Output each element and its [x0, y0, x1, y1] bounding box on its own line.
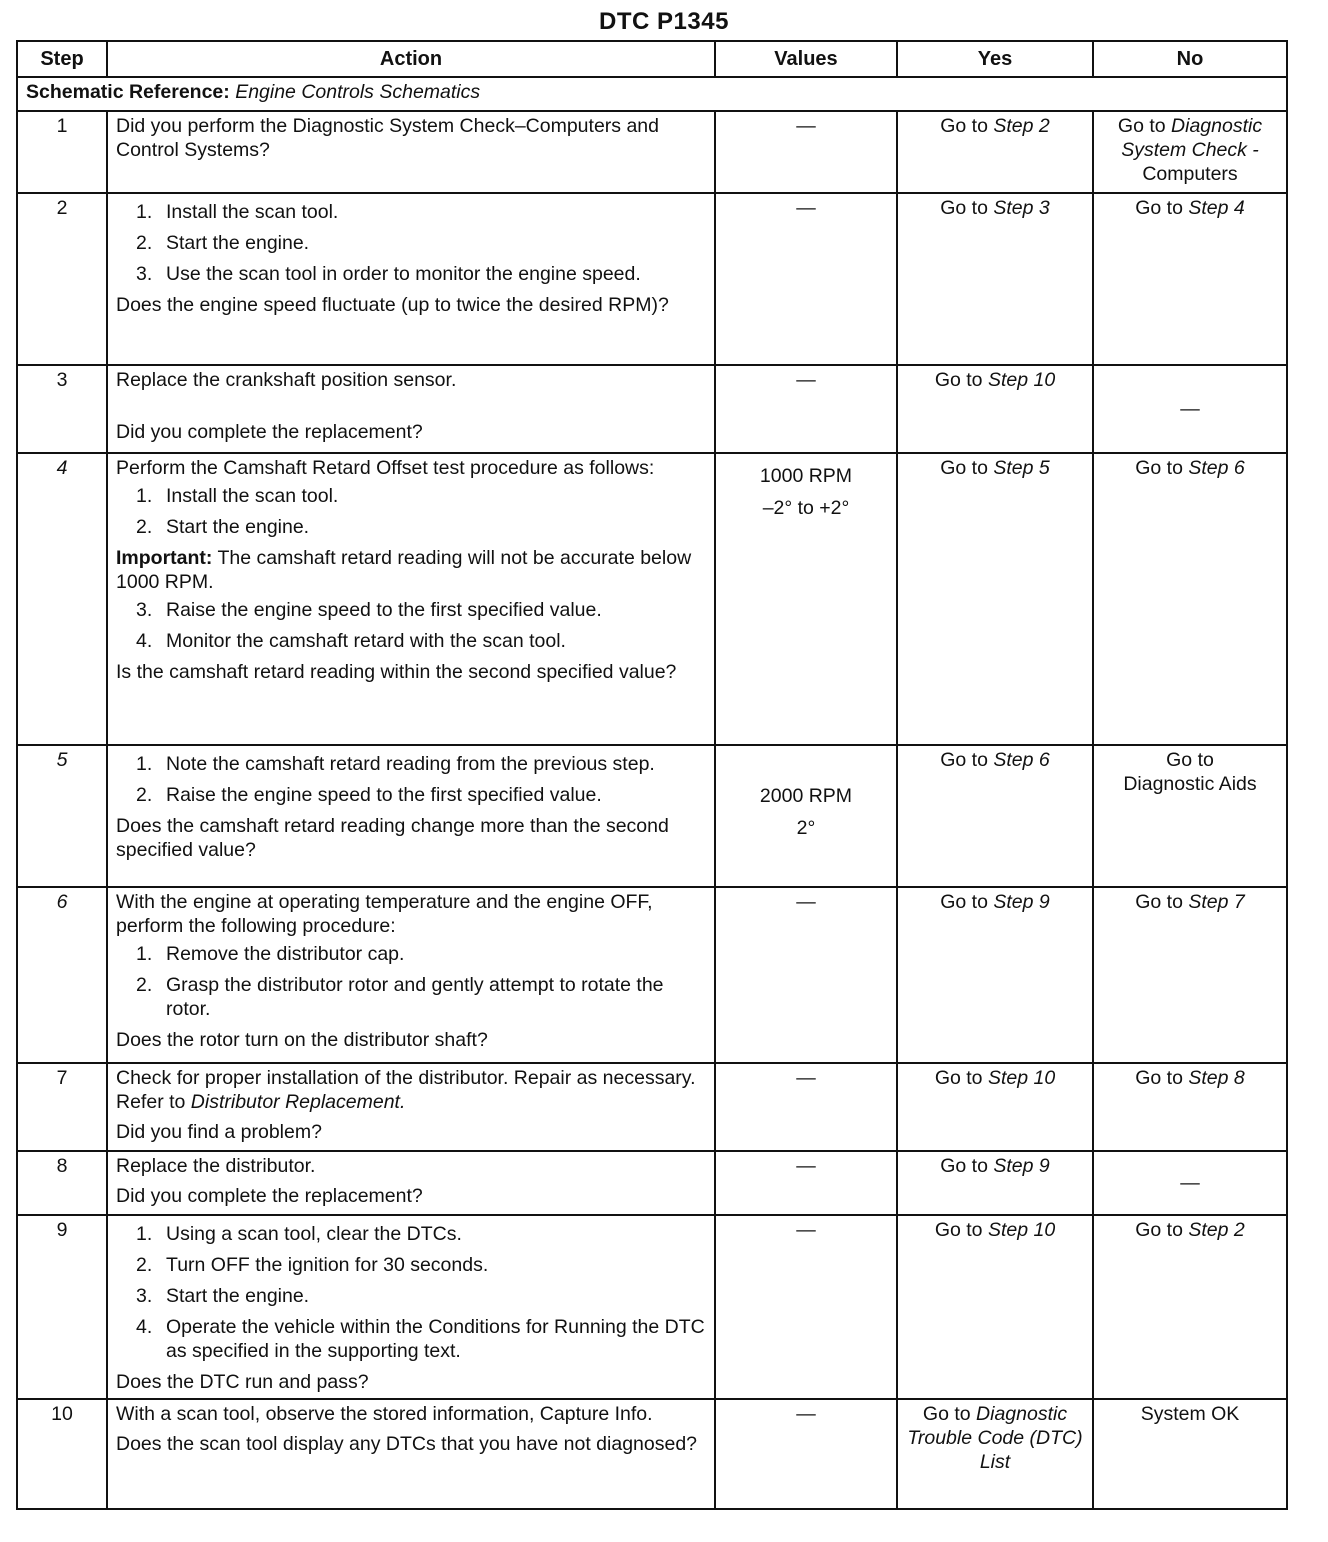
list-item: 1. Remove the distributor cap.: [136, 943, 405, 965]
yes-cell: Go to Step 5: [897, 453, 1093, 745]
action-text: Did you perform the Diagnostic System Check–Computers and Control Systems?: [116, 115, 659, 161]
header-row: [17, 41, 1287, 77]
action-intro: With the engine at operating temperature and the engine OFF, perform the following procedure:: [116, 891, 653, 937]
step-number: 3: [17, 365, 107, 453]
values-cell: —: [715, 365, 897, 453]
table-row: [17, 1063, 1287, 1151]
table-row: [17, 365, 1287, 453]
table-row: [17, 887, 1287, 1063]
procedure-list: [116, 598, 706, 653]
procedure-list: [116, 1222, 706, 1363]
yes-reference: Step 3: [993, 197, 1050, 219]
schematic-row: [17, 77, 1287, 111]
header-values: Values: [715, 41, 897, 77]
yes-reference: Step 5: [993, 457, 1050, 479]
values-cell: —: [715, 887, 897, 1063]
schematic-label: Schematic Reference:: [26, 81, 230, 103]
question-text: Does the scan tool display any DTCs that you have not diagnosed?: [116, 1433, 698, 1455]
table-row: [17, 745, 1287, 887]
important-label: Important:: [116, 547, 213, 569]
values-cell: [715, 453, 897, 745]
action-cell: [107, 453, 715, 745]
question-text: Did you complete the replacement?: [116, 421, 423, 443]
go-to-label: Go to: [940, 115, 988, 137]
step-number: 5: [17, 745, 107, 887]
no-cell: Go to Step 6: [1093, 453, 1287, 745]
important-text: The camshaft retard reading will not be accurate below 1000 RPM.: [116, 547, 692, 593]
page-title: DTC P1345: [599, 8, 729, 35]
procedure-list: [116, 484, 706, 539]
value-second: –2° to +2°: [762, 497, 850, 519]
values-cell: —: [715, 1063, 897, 1151]
no-reference: Diagnostic Aids: [1123, 773, 1257, 795]
list-item: 2. Grasp the distributor rotor and gently attempt to rotate the rotor.: [136, 974, 664, 1020]
no-cell: Go to Step 7: [1093, 887, 1287, 1063]
yes-reference: Step 9: [993, 891, 1050, 913]
question-text: Is the camshaft retard reading within the second specified value?: [116, 661, 677, 683]
no-cell: —: [1093, 365, 1287, 453]
list-item: 2. Turn OFF the ignition for 30 seconds.: [136, 1254, 489, 1276]
action-cell: [107, 193, 715, 365]
step-number: 7: [17, 1063, 107, 1151]
action-intro: Perform the Camshaft Retard Offset test procedure as follows:: [116, 457, 655, 479]
no-cell: Go to Step 2: [1093, 1215, 1287, 1399]
list-item: 4. Monitor the camshaft retard with the scan tool.: [136, 630, 566, 652]
action-cell: [107, 1151, 715, 1215]
yes-cell: Go to Step 6: [897, 745, 1093, 887]
no-cell: [1093, 111, 1287, 193]
action-text: Replace the distributor.: [116, 1155, 316, 1177]
action-cell: [107, 1063, 715, 1151]
table-row: [17, 1399, 1287, 1509]
value-second: 2°: [796, 817, 816, 839]
action-cell: [107, 1215, 715, 1399]
procedure-list: [116, 752, 706, 807]
table-row: [17, 1151, 1287, 1215]
no-reference: Diagnostic System Check -: [1121, 115, 1263, 161]
action-text: Check for proper installation of the distributor. Repair as necessary. Refer to Distributor Replacement.: [116, 1067, 696, 1113]
values-cell: —: [715, 1215, 897, 1399]
action-text: With a scan tool, observe the stored information, Capture Info.: [116, 1403, 653, 1425]
yes-reference: Step 2: [993, 115, 1050, 137]
no-reference: Step 7: [1188, 891, 1245, 913]
header-action: Action: [107, 41, 715, 77]
value-first: 2000 RPM: [759, 785, 853, 807]
no-cell: Go to Step 8: [1093, 1063, 1287, 1151]
list-item: 1. Install the scan tool.: [136, 201, 339, 223]
yes-reference: Step 6: [993, 749, 1050, 771]
yes-reference: Step 10: [987, 369, 1056, 391]
yes-cell: [897, 1399, 1093, 1509]
yes-cell: Go to Step 10: [897, 365, 1093, 453]
yes-reference: Step 9: [993, 1155, 1050, 1177]
question-text: Does the engine speed fluctuate (up to twice the desired RPM)?: [116, 294, 669, 316]
header-step: Step: [17, 41, 107, 77]
values-cell: —: [715, 1151, 897, 1215]
values-cell: —: [715, 111, 897, 193]
step-number: 10: [17, 1399, 107, 1509]
no-reference-tail: Computers: [1142, 163, 1238, 185]
list-item: 2. Raise the engine speed to the first specified value.: [136, 784, 602, 806]
header-no: No: [1093, 41, 1287, 77]
no-cell: —: [1093, 1151, 1287, 1215]
values-cell: [715, 745, 897, 887]
action-text: Replace the crankshaft position sensor.: [116, 369, 457, 391]
go-to-label: Go to: [1117, 115, 1166, 137]
question-text: Does the rotor turn on the distributor shaft?: [116, 1029, 488, 1051]
list-item: 3. Raise the engine speed to the first specified value.: [136, 599, 602, 621]
question-text: Did you find a problem?: [116, 1121, 322, 1143]
reference-link: Distributor Replacement.: [190, 1091, 406, 1113]
action-cell: [107, 1399, 715, 1509]
list-item: 1. Using a scan tool, clear the DTCs.: [136, 1223, 462, 1245]
yes-reference: Step 10: [987, 1219, 1056, 1241]
step-number: 2: [17, 193, 107, 365]
no-reference: Step 6: [1188, 457, 1245, 479]
no-cell: System OK: [1093, 1399, 1287, 1509]
step-number: 9: [17, 1215, 107, 1399]
go-to-label: Go to: [922, 1403, 971, 1425]
table-row: [17, 193, 1287, 365]
step-number: 1: [17, 111, 107, 193]
values-cell: —: [715, 1399, 897, 1509]
list-item: 4. Operate the vehicle within the Conditions for Running the DTC as specified in the supporting text.: [136, 1316, 705, 1362]
list-item: 3. Start the engine.: [136, 1285, 310, 1307]
yes-cell: Go to Step 9: [897, 887, 1093, 1063]
question-text: Did you complete the replacement?: [116, 1185, 423, 1207]
no-reference: Step 2: [1188, 1219, 1245, 1241]
action-cell: [107, 111, 715, 193]
yes-cell: [897, 111, 1093, 193]
values-cell: —: [715, 193, 897, 365]
procedure-list: [116, 942, 706, 1021]
list-item: 2. Start the engine.: [136, 516, 310, 538]
question-text: Does the DTC run and pass?: [116, 1371, 369, 1393]
action-cell: [107, 887, 715, 1063]
no-reference: Step 8: [1188, 1067, 1245, 1089]
list-item: 1. Note the camshaft retard reading from the previous step.: [136, 753, 655, 775]
no-cell: Go to Step 4: [1093, 193, 1287, 365]
go-to-label: Go to: [1166, 749, 1214, 771]
procedure-list: [116, 200, 706, 286]
question-text: Does the camshaft retard reading change more than the second specified value?: [116, 815, 669, 861]
yes-cell: Go to Step 3: [897, 193, 1093, 365]
yes-cell: Go to Step 9: [897, 1151, 1093, 1215]
table-row: [17, 1215, 1287, 1399]
action-cell: [107, 365, 715, 453]
yes-cell: Go to Step 10: [897, 1063, 1093, 1151]
header-yes: Yes: [897, 41, 1093, 77]
value-first: 1000 RPM: [759, 465, 853, 487]
no-reference: Step 4: [1188, 197, 1245, 219]
action-cell: [107, 745, 715, 887]
no-cell: [1093, 745, 1287, 887]
table-row: [17, 453, 1287, 745]
important-note: [116, 546, 706, 594]
yes-reference: Step 10: [987, 1067, 1056, 1089]
yes-cell: Go to Step 10: [897, 1215, 1093, 1399]
schematic-reference: [17, 77, 1287, 111]
list-item: 1. Install the scan tool.: [136, 485, 339, 507]
step-number: 6: [17, 887, 107, 1063]
diagnostic-table: [16, 40, 1288, 1510]
step-number: 8: [17, 1151, 107, 1215]
list-item: 3. Use the scan tool in order to monitor the engine speed.: [136, 263, 641, 285]
list-item: 2. Start the engine.: [136, 232, 310, 254]
step-number: 4: [17, 453, 107, 745]
yes-reference: Diagnostic Trouble Code (DTC) List: [907, 1403, 1083, 1473]
schematic-value: Engine Controls Schematics: [235, 81, 481, 103]
table-row: [17, 111, 1287, 193]
